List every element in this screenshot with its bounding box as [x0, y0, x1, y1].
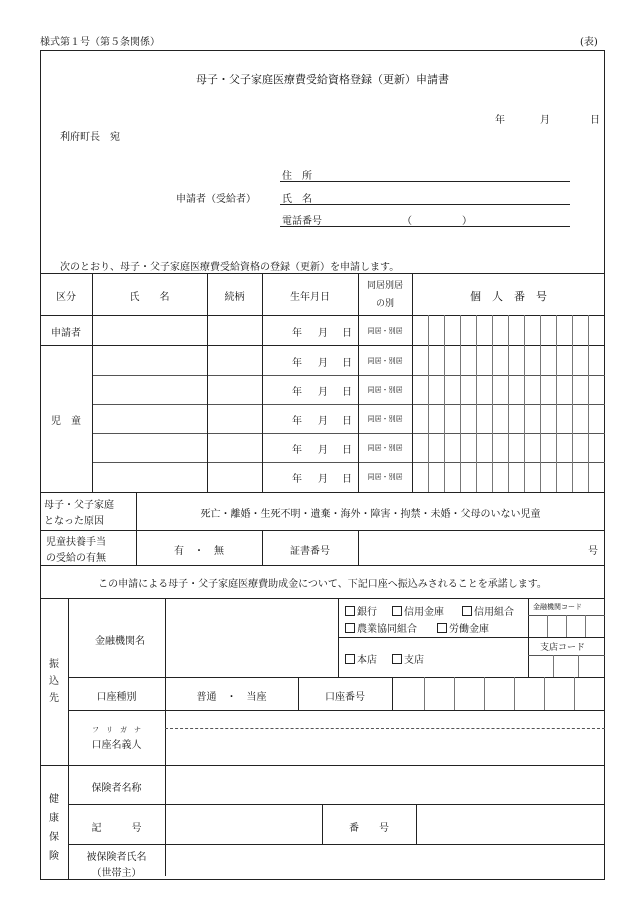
checkbox-icon[interactable] — [392, 606, 402, 616]
transfer-label-2: 込 — [49, 676, 59, 687]
account-type-label: 口座種別 — [96, 692, 137, 703]
code-vline — [566, 615, 567, 637]
table-vline — [262, 273, 263, 492]
furigana-label: フ リ ガ ナ — [92, 726, 141, 734]
furigana-line — [165, 728, 605, 729]
date-year[interactable]: 年 — [495, 115, 505, 126]
insurance-label-1: 健 — [49, 794, 59, 805]
row-applicant-label: 申請者 — [51, 328, 81, 339]
birth-year[interactable]: 年 — [292, 328, 302, 339]
cohab-option[interactable]: 同居・別居 — [367, 473, 403, 481]
birth-month[interactable]: 月 — [318, 328, 328, 339]
digit-vline — [508, 315, 509, 492]
birth-month[interactable]: 月 — [318, 358, 328, 369]
table-vline — [392, 677, 393, 710]
allowance-label-1: 児童扶養手当 — [46, 537, 106, 548]
digit-vline — [444, 315, 445, 492]
code-vline — [578, 655, 579, 677]
table-line — [68, 677, 605, 678]
digit-vline — [460, 315, 461, 492]
name-line[interactable] — [280, 204, 570, 205]
birth-year[interactable]: 年 — [292, 474, 302, 485]
code-vline — [547, 615, 548, 637]
acct-digit-vline — [574, 677, 575, 710]
digit-vline — [588, 315, 589, 492]
form-frame — [40, 50, 605, 880]
branch-code-label: 支店コード — [540, 643, 586, 653]
phone-line[interactable] — [280, 226, 570, 227]
insurer-name-label: 保険者名称 — [91, 783, 142, 794]
checkbox-icon[interactable] — [345, 654, 355, 664]
addressee: 利府町長 宛 — [60, 132, 120, 143]
cohab-option[interactable]: 同居・別居 — [367, 444, 403, 452]
address-label: 住 所 — [282, 171, 312, 182]
form-title: 母子・父子家庭医療費受給資格登録（更新）申請書 — [196, 73, 449, 86]
phone-paren-close: ） — [462, 216, 472, 227]
name-label: 氏 名 — [282, 194, 312, 205]
header-relation: 続柄 — [224, 292, 245, 303]
consent-text: この申請による母子・父子家庭医療費助成金について、下記口座へ振込みされることを承諾します。 — [98, 579, 547, 590]
checkbox-icon[interactable] — [392, 654, 402, 664]
branch-type-main[interactable] — [345, 651, 377, 666]
reason-label-2: となった原因 — [44, 516, 104, 527]
code-vline — [553, 655, 554, 677]
insurance-label-3: 保 — [49, 832, 59, 843]
acct-digit-vline — [424, 677, 425, 710]
insurance-number-label: 番 号 — [349, 823, 389, 834]
birth-day[interactable]: 日 — [342, 358, 352, 369]
insurance-symbol-label: 記 号 — [91, 823, 142, 834]
date-month[interactable]: 月 — [540, 115, 550, 126]
header-cohab-2: の別 — [375, 299, 394, 309]
table-line — [40, 565, 605, 566]
acct-digit-vline — [514, 677, 515, 710]
statement: 次のとおり、母子・父子家庭医療費受給資格の登録（更新）を申請します。 — [60, 262, 400, 273]
date-day[interactable]: 日 — [590, 115, 600, 126]
table-line — [68, 710, 605, 711]
section-vline — [165, 598, 166, 876]
cohab-option[interactable]: 同居・別居 — [367, 327, 403, 335]
cohab-option[interactable]: 同居・別居 — [367, 386, 403, 394]
acct-digit-vline — [454, 677, 455, 710]
reason-options[interactable]: 死亡・離婚・生死不明・遺棄・海外・障害・拘禁・未婚・父母のいない児童 — [200, 509, 541, 520]
cohab-option[interactable]: 同居・別居 — [367, 357, 403, 365]
acct-digit-vline — [484, 677, 485, 710]
birth-month[interactable]: 月 — [318, 474, 328, 485]
birth-year[interactable]: 年 — [292, 387, 302, 398]
digit-vline — [524, 315, 525, 492]
birth-day[interactable]: 日 — [342, 328, 352, 339]
address-line[interactable] — [280, 181, 570, 182]
bank-name-label: 金融機関名 — [95, 636, 145, 647]
insurance-label-2: 康 — [49, 813, 59, 824]
table-line — [68, 804, 605, 805]
code-vline — [585, 615, 586, 637]
applicant-label: 申請者（受給者） — [176, 194, 256, 205]
birth-day[interactable]: 日 — [342, 445, 352, 456]
digit-vline — [556, 315, 557, 492]
table-line — [92, 433, 605, 434]
bank-type-label: 労働金庫 — [449, 624, 489, 635]
checkbox-icon[interactable] — [462, 606, 472, 616]
digit-vline — [540, 315, 541, 492]
branch-type-branch[interactable] — [392, 651, 424, 666]
birth-year[interactable]: 年 — [292, 445, 302, 456]
table-vline — [412, 273, 413, 492]
insurance-label-4: 険 — [49, 851, 59, 862]
bank-code-label: 金融機関コード — [533, 603, 582, 611]
allowance-label-2: の受給の有無 — [46, 553, 106, 564]
acct-digit-vline — [544, 677, 545, 710]
row-child-label: 児 童 — [51, 416, 81, 427]
digit-vline — [572, 315, 573, 492]
account-holder-label: 口座名義人 — [91, 740, 142, 751]
bank-type-agri[interactable] — [345, 620, 417, 635]
table-line — [40, 598, 605, 599]
birth-year[interactable]: 年 — [292, 358, 302, 369]
header-personal-number: 個 人 番 号 — [470, 290, 547, 303]
cohab-option[interactable]: 同居・別居 — [367, 415, 403, 423]
code-line — [528, 637, 605, 638]
account-number-label: 口座番号 — [325, 692, 365, 703]
phone-label: 電話番号 — [282, 216, 322, 227]
table-top-line — [40, 273, 605, 274]
table-line — [92, 462, 605, 463]
form-number: 様式第１号（第５条関係） — [40, 37, 160, 48]
code-line — [528, 655, 605, 656]
table-line — [92, 375, 605, 376]
table-vline — [92, 273, 93, 492]
allowance-options[interactable]: 有 ・ 無 — [174, 546, 224, 557]
table-line — [40, 530, 605, 531]
certificate-suffix: 号 — [588, 546, 598, 557]
phone-paren-open: （ — [402, 216, 412, 227]
birth-day[interactable]: 日 — [342, 474, 352, 485]
bank-type-label: 銀行 — [357, 607, 377, 618]
birth-day[interactable]: 日 — [342, 416, 352, 427]
bank-type-shinkumi[interactable] — [462, 603, 514, 618]
side-indicator: (表) — [580, 37, 598, 48]
table-line — [40, 765, 605, 766]
digit-vline — [476, 315, 477, 492]
checkbox-icon[interactable] — [345, 606, 355, 616]
branch-type-label: 本店 — [357, 655, 377, 666]
header-name: 氏 名 — [129, 292, 170, 303]
insured-name-label-2: （世帯主） — [91, 868, 142, 879]
bank-type-label: 信用組合 — [474, 607, 514, 618]
header-birthdate: 生年月日 — [290, 292, 330, 303]
account-type-options[interactable]: 普通 ・ 当座 — [196, 692, 267, 703]
table-line — [92, 404, 605, 405]
birth-month[interactable]: 月 — [318, 387, 328, 398]
bank-type-shinkin[interactable] — [392, 603, 444, 618]
birth-year[interactable]: 年 — [292, 416, 302, 427]
header-cohab-1: 同居別居 — [366, 281, 403, 291]
table-line — [40, 345, 605, 346]
bank-type-label: 農業協同組合 — [357, 624, 417, 635]
checkbox-icon[interactable] — [345, 623, 355, 633]
table-vline — [416, 804, 417, 844]
bank-type-bank[interactable] — [345, 603, 377, 618]
table-vline — [358, 530, 359, 565]
branch-type-label: 支店 — [404, 655, 424, 666]
digit-vline — [492, 315, 493, 492]
insured-name-label-1: 被保険者氏名 — [86, 852, 147, 863]
bank-type-label: 信用金庫 — [404, 607, 444, 618]
table-line — [40, 315, 605, 316]
birth-month[interactable]: 月 — [318, 445, 328, 456]
birth-month[interactable]: 月 — [318, 416, 328, 427]
reason-label-1: 母子・父子家庭 — [44, 500, 114, 511]
bank-type-labor[interactable] — [437, 620, 489, 635]
transfer-label-1: 振 — [49, 659, 59, 670]
certificate-label: 証書番号 — [290, 546, 330, 557]
transfer-label-3: 先 — [49, 693, 59, 704]
table-vline — [207, 273, 208, 492]
digit-vline — [428, 315, 429, 492]
table-line — [40, 492, 605, 493]
birth-day[interactable]: 日 — [342, 387, 352, 398]
header-category: 区分 — [56, 292, 76, 303]
table-line — [68, 844, 605, 845]
checkbox-icon[interactable] — [437, 623, 447, 633]
